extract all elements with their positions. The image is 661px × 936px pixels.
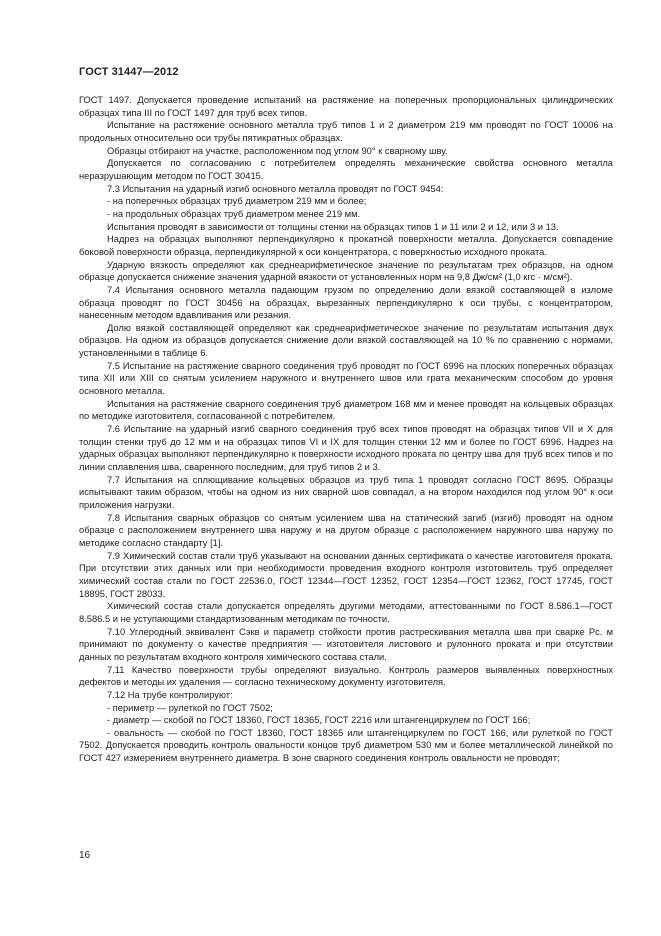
paragraph: Долю вязкой составляющей определяют как среднеарифметическое значение по результатам испытания двух образцов. На одном из образцов допускается снижение доли вязкой составляющей на 10 % по сравнению с нормами, установленными в таблице 6. <box>79 322 613 359</box>
paragraph: 7.4 Испытания основного металла падающим грузом по определению доли вязкой составляющей в изломе образца проводят по ГОСТ 30456 на образцах, вырезанных перпендикулярно к оси трубы, с концентратором, нанесенным методом вдавливания или резания. <box>79 284 613 321</box>
paragraph: 7.5 Испытание на растяжение сварного соединения труб проводят по ГОСТ 6996 на плоских поперечных образцах типа XII или XIII со снятым усилением наружного и внутреннего швов или грата механическим способом до уровня основного металла. <box>79 360 613 397</box>
paragraph: 7.6 Испытание на ударный изгиб сварного соединения труб всех типов проводят на образцах типов VII и X для толщин стенки труб до 12 мм и на образцах типов VI и IX для толщин стенки 12 мм и более по ГОСТ 6996. Надрез на ударных образцах выполняют перпендикулярно к поверхности исходного проката по центру шва для труб всех типов и по линии сплавления шва, сваренного последним, для труб типов 2 и 3. <box>79 424 613 473</box>
paragraph: 7.3 Испытания на ударный изгиб основного металла проводят по ГОСТ 9454: <box>107 183 444 194</box>
paragraph: 7.11 Качество поверхности трубы определяют визуально. Контроль размеров выявленных поверхностных дефектов и методы их удаления — согласно техническому документу изготовителя. <box>79 664 613 688</box>
paragraph: Образцы отбирают на участке, расположенном под углом 90° к сварному шву. <box>107 145 448 156</box>
paragraph: - овальность — скобой по ГОСТ 18360, ГОСТ 18365 или штангенциркулем по ГОСТ 166, или рулеткой по ГОСТ 7502. Допускается проводить контроль овальности концов труб диаметром 530 мм и более металлической линейкой по ГОСТ 427 измерением внутреннего диаметра. В зоне сварного соединения контроль овальности не проводят; <box>79 727 613 764</box>
paragraph: - на продольных образцах труб диаметром менее 219 мм. <box>107 208 361 219</box>
paragraph: Надрез на образцах выполняют перпендикулярно к прокатной поверхности металла. Допускается совпадение боковой поверхности образца, перпендикулярной к оси концентратора, с поверхностью исходного проката. <box>79 234 613 257</box>
paragraph: Химический состав стали допускается определять другими методами, аттестованными по ГОСТ 8.586.1—ГОСТ 8.586.5 и не уступающими стандартизованным методикам по точности. <box>79 601 613 624</box>
paragraph: ГОСТ 1497. Допускается проведение испытаний на растяжение на поперечных пропорциональных цилиндрических образцах типа III по ГОСТ 1497 для труб всех типов. <box>79 95 613 118</box>
paragraph: Ударную вязкость определяют как среднеарифметическое значение по результатам трех образцов, на одном образце допускается снижение значения ударной вязкости от установленных норм на 9,8 Дж/см² (1,0 кгс · м/см²). <box>79 259 613 283</box>
paragraph: Испытания на растяжение сварного соединения труб диаметром 168 мм и менее проводят на кольцевых образцах по методике изготовителя, согласованной с потребителем. <box>79 398 613 422</box>
paragraph: 7.10 Углеродный эквивалент Сэкв и параметр стойкости против растрескивания металла шва при сварке Рс. м принимают по документу о качестве предприятия — изготовителя листового и рулонного проката и при отсутствии данных по результатам входного контроля химического состава стали. <box>79 626 613 662</box>
paragraph: 7.8 Испытания сварных образцов со снятым усилением шва на статический загиб (изгиб) проводят на одном образце с расположением внутреннего шва наружу и на другом образце с расположением наружного шва наружу по методике согласно стандарту [1]. <box>79 512 613 548</box>
document-header: ГОСТ 31447—2012 <box>79 66 179 78</box>
paragraph: Допускается по согласованию с потребителем определять механические свойства основного металла неразрушающим методом по ГОСТ 30415. <box>79 158 613 181</box>
document-body <box>79 94 613 765</box>
paragraph: Испытания проводят в зависимости от толщины стенки на образцах типов 1 и 11 или 2 и 12, или 3 и 13. <box>107 221 559 232</box>
paragraph: 7.12 На трубе контролируют: <box>107 689 233 700</box>
paragraph: Испытание на растяжение основного металла труб типов 1 и 2 диаметром 219 мм проводят по ГОСТ 10006 на продольных относительно оси трубы пятикратных образцах. <box>79 120 613 143</box>
paragraph: - диаметр — скобой по ГОСТ 18360, ГОСТ 18365, ГОСТ 2216 или штангенциркулем по ГОСТ 166; <box>107 715 531 726</box>
page-number: 16 <box>79 850 91 861</box>
paragraph: - периметр — рулеткой по ГОСТ 7502; <box>107 702 273 713</box>
paragraph: 7.9 Химический состав стали труб указывают на основании данных сертификата о качестве изготовителя проката. При отсутствии этих данных или при необходимости проведения входного контроля изготовитель труб определяет химический состав стали по ГОСТ 22536.0, ГОСТ 12344—ГОСТ 12352, ГОСТ 12354—ГОСТ 12362, ГОСТ 17745, ГОСТ 18895, ГОСТ 28033. <box>79 550 613 599</box>
paragraph: 7.7 Испытания на сплющивание кольцевых образцов из труб типа 1 проводят согласно ГОСТ 8695. Образцы испытывают таким образом, чтобы на одном из них сварной шов совпадал, а на втором находился под углом 90° к оси приложения нагрузки. <box>79 474 613 510</box>
paragraph: - на поперечных образцах труб диаметром 219 мм и более; <box>107 196 367 207</box>
